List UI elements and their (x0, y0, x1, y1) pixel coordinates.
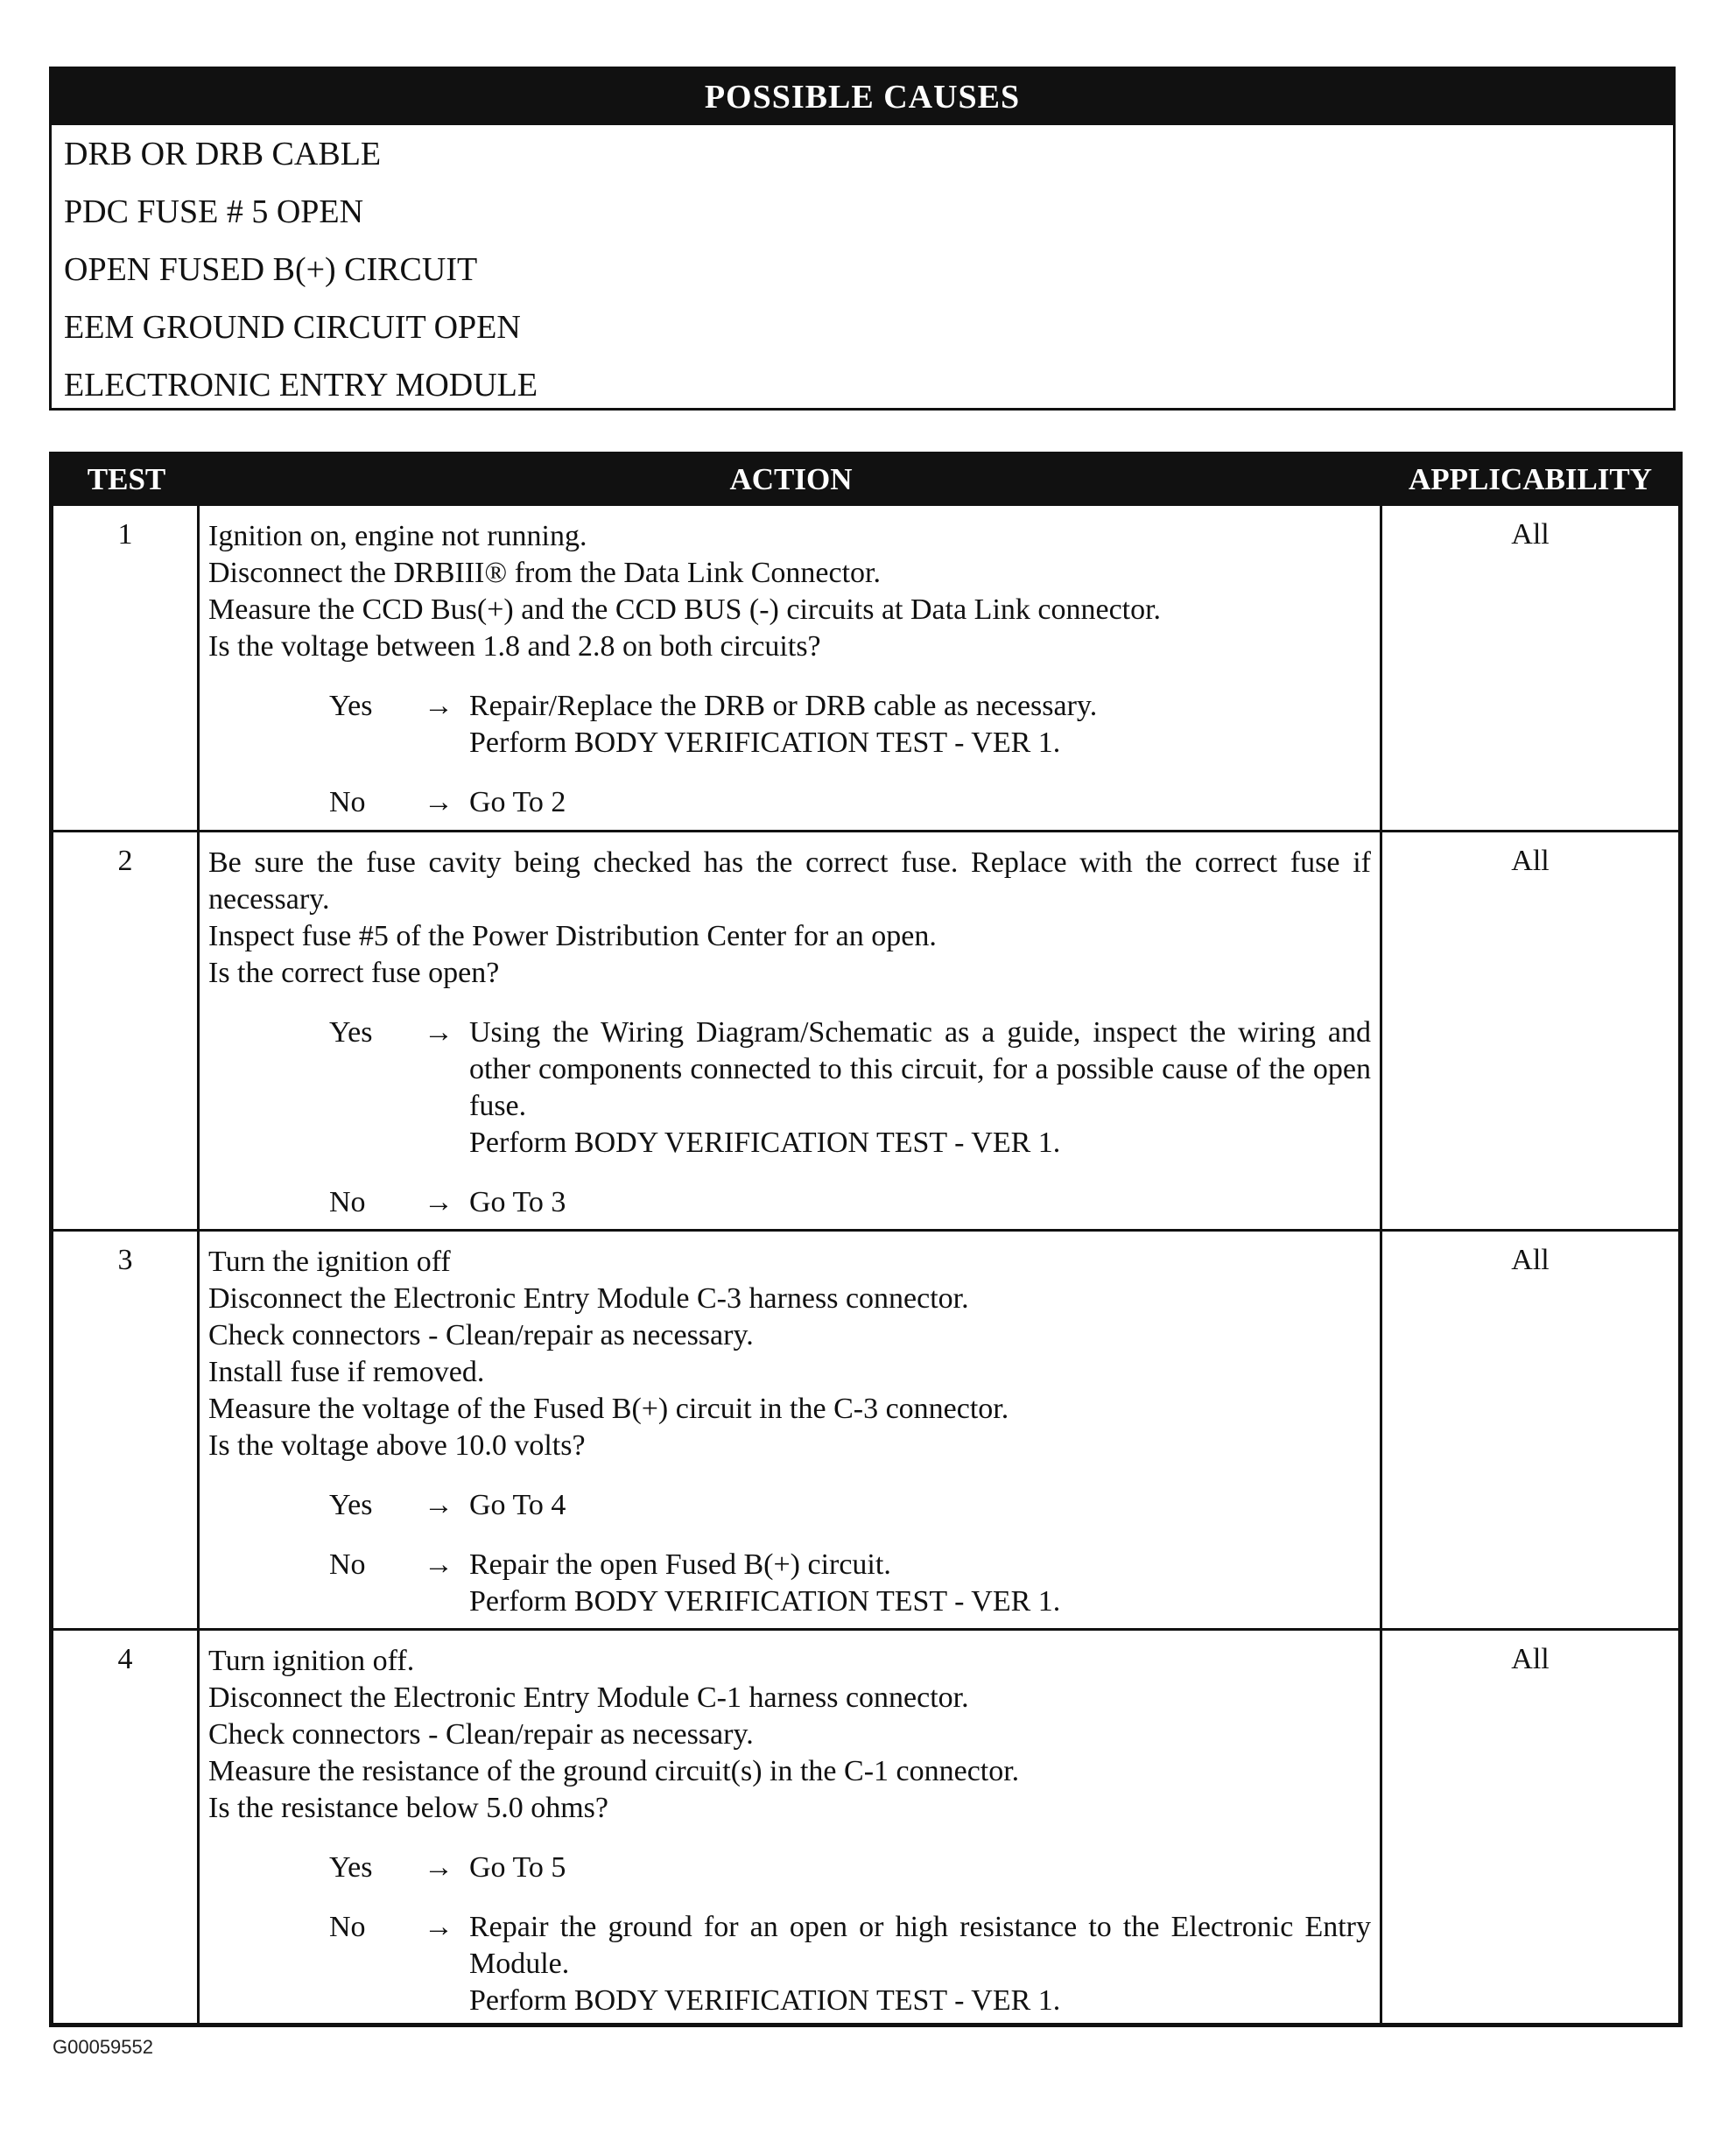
cause-item: OPEN FUSED B(+) CIRCUIT (64, 251, 478, 288)
action-line: Disconnect the Electronic Entry Module C-1 harness connector. (208, 1681, 969, 1714)
action-line: Is the resistance below 5.0 ohms? (208, 1792, 608, 1824)
action-cell (200, 1232, 1382, 1628)
table-row (53, 830, 1678, 1229)
applicability-cell: All (1511, 518, 1550, 551)
action-line: Inspect fuse #5 of the Power Distribution Center for an open. (208, 920, 937, 952)
arrow-right-icon: → (424, 1911, 453, 1943)
arrow-right-icon: → (424, 1489, 453, 1521)
action-line: Install fuse if removed. (208, 1356, 485, 1388)
action-cell (200, 1631, 1382, 2026)
no-result (208, 1547, 1371, 1620)
result-line: Go To 5 (469, 1851, 566, 1884)
action-line: Turn ignition off. (208, 1645, 415, 1677)
action-cell (200, 506, 1382, 830)
yes-result (208, 688, 1371, 762)
action-line: Is the voltage between 1.8 and 2.8 on both circuits? (208, 630, 821, 663)
yes-result (208, 1487, 1371, 1524)
action-line: Measure the CCD Bus(+) and the CCD BUS (-) circuits at Data Link connector. (208, 593, 1162, 626)
table-header (53, 456, 1678, 503)
possible-causes-header: POSSIBLE CAUSES (52, 69, 1673, 125)
result-line: Go To 4 (469, 1489, 566, 1521)
header-action: ACTION (729, 462, 853, 496)
action-line: Be sure the fuse cavity being checked has the correct fuse. Replace with the correct fuse if necessary. (208, 846, 1371, 916)
action-cell (200, 832, 1382, 1229)
arrow-right-icon: → (424, 1548, 453, 1581)
no-result (208, 1909, 1371, 2019)
cause-item: DRB OR DRB CABLE (64, 136, 382, 172)
cause-item: ELECTRONIC ENTRY MODULE (64, 367, 538, 404)
result-line: Repair/Replace the DRB or DRB cable as necessary. (469, 690, 1098, 722)
result-line: Perform BODY VERIFICATION TEST - VER 1. (469, 1127, 1061, 1159)
table-row (53, 1229, 1678, 1628)
header-applicability: APPLICABILITY (1408, 462, 1653, 496)
result-line: Go To 2 (469, 786, 566, 818)
no-label: No (329, 1548, 366, 1581)
result-line: Repair the ground for an open or high resistance to the Electronic Entry Module. (469, 1911, 1371, 1980)
arrow-right-icon: → (424, 786, 453, 818)
action-line: Is the correct fuse open? (208, 957, 500, 989)
cause-item: EEM GROUND CIRCUIT OPEN (64, 309, 521, 346)
action-line: Check connectors - Clean/repair as necessary. (208, 1319, 754, 1351)
action-line: Disconnect the DRBIII® from the Data Link Connector. (208, 557, 881, 589)
test-number: 3 (53, 1232, 200, 1628)
applicability-cell: All (1511, 845, 1550, 877)
figure-code: G00059552 (53, 2036, 153, 2058)
yes-label: Yes (329, 1489, 373, 1521)
yes-label: Yes (329, 690, 373, 722)
no-label: No (329, 1911, 366, 1943)
no-result (208, 784, 1371, 821)
result-line: Using the Wiring Diagram/Schematic as a guide, inspect the wiring and other components connected to this circuit, for a possible cause of the open fuse. (469, 1016, 1371, 1122)
result-line: Go To 3 (469, 1186, 566, 1218)
result-line: Perform BODY VERIFICATION TEST - VER 1. (469, 1585, 1061, 1618)
no-result (208, 1184, 1371, 1221)
yes-label: Yes (329, 1851, 373, 1884)
possible-causes-box (49, 67, 1676, 411)
arrow-right-icon: → (424, 1016, 453, 1049)
action-line: Check connectors - Clean/repair as necessary. (208, 1718, 754, 1751)
result-line: Repair the open Fused B(+) circuit. (469, 1548, 891, 1581)
no-label: No (329, 786, 366, 818)
yes-result (208, 1014, 1371, 1162)
cause-item: PDC FUSE # 5 OPEN (64, 193, 364, 230)
arrow-right-icon: → (424, 1186, 453, 1218)
action-line: Disconnect the Electronic Entry Module C-3 harness connector. (208, 1282, 969, 1315)
yes-label: Yes (329, 1016, 373, 1049)
test-table (49, 452, 1683, 2027)
table-row (53, 1628, 1678, 2026)
header-test: TEST (87, 462, 166, 496)
table-row (53, 503, 1678, 830)
action-line: Turn the ignition off (208, 1246, 451, 1278)
applicability-cell: All (1511, 1244, 1550, 1276)
action-line: Is the voltage above 10.0 volts? (208, 1429, 586, 1462)
yes-result (208, 1850, 1371, 1886)
action-line: Measure the resistance of the ground circuit(s) in the C-1 connector. (208, 1755, 1020, 1787)
applicability-cell: All (1511, 1643, 1550, 1675)
arrow-right-icon: → (424, 1851, 453, 1884)
arrow-right-icon: → (424, 690, 453, 722)
test-number: 1 (53, 506, 200, 830)
result-line: Perform BODY VERIFICATION TEST - VER 1. (469, 727, 1061, 759)
action-line: Measure the voltage of the Fused B(+) circuit in the C-3 connector. (208, 1393, 1009, 1425)
test-number: 2 (53, 832, 200, 1229)
action-line: Ignition on, engine not running. (208, 520, 587, 552)
no-label: No (329, 1186, 366, 1218)
test-number: 4 (53, 1631, 200, 2026)
result-line: Perform BODY VERIFICATION TEST - VER 1. (469, 1984, 1061, 2017)
